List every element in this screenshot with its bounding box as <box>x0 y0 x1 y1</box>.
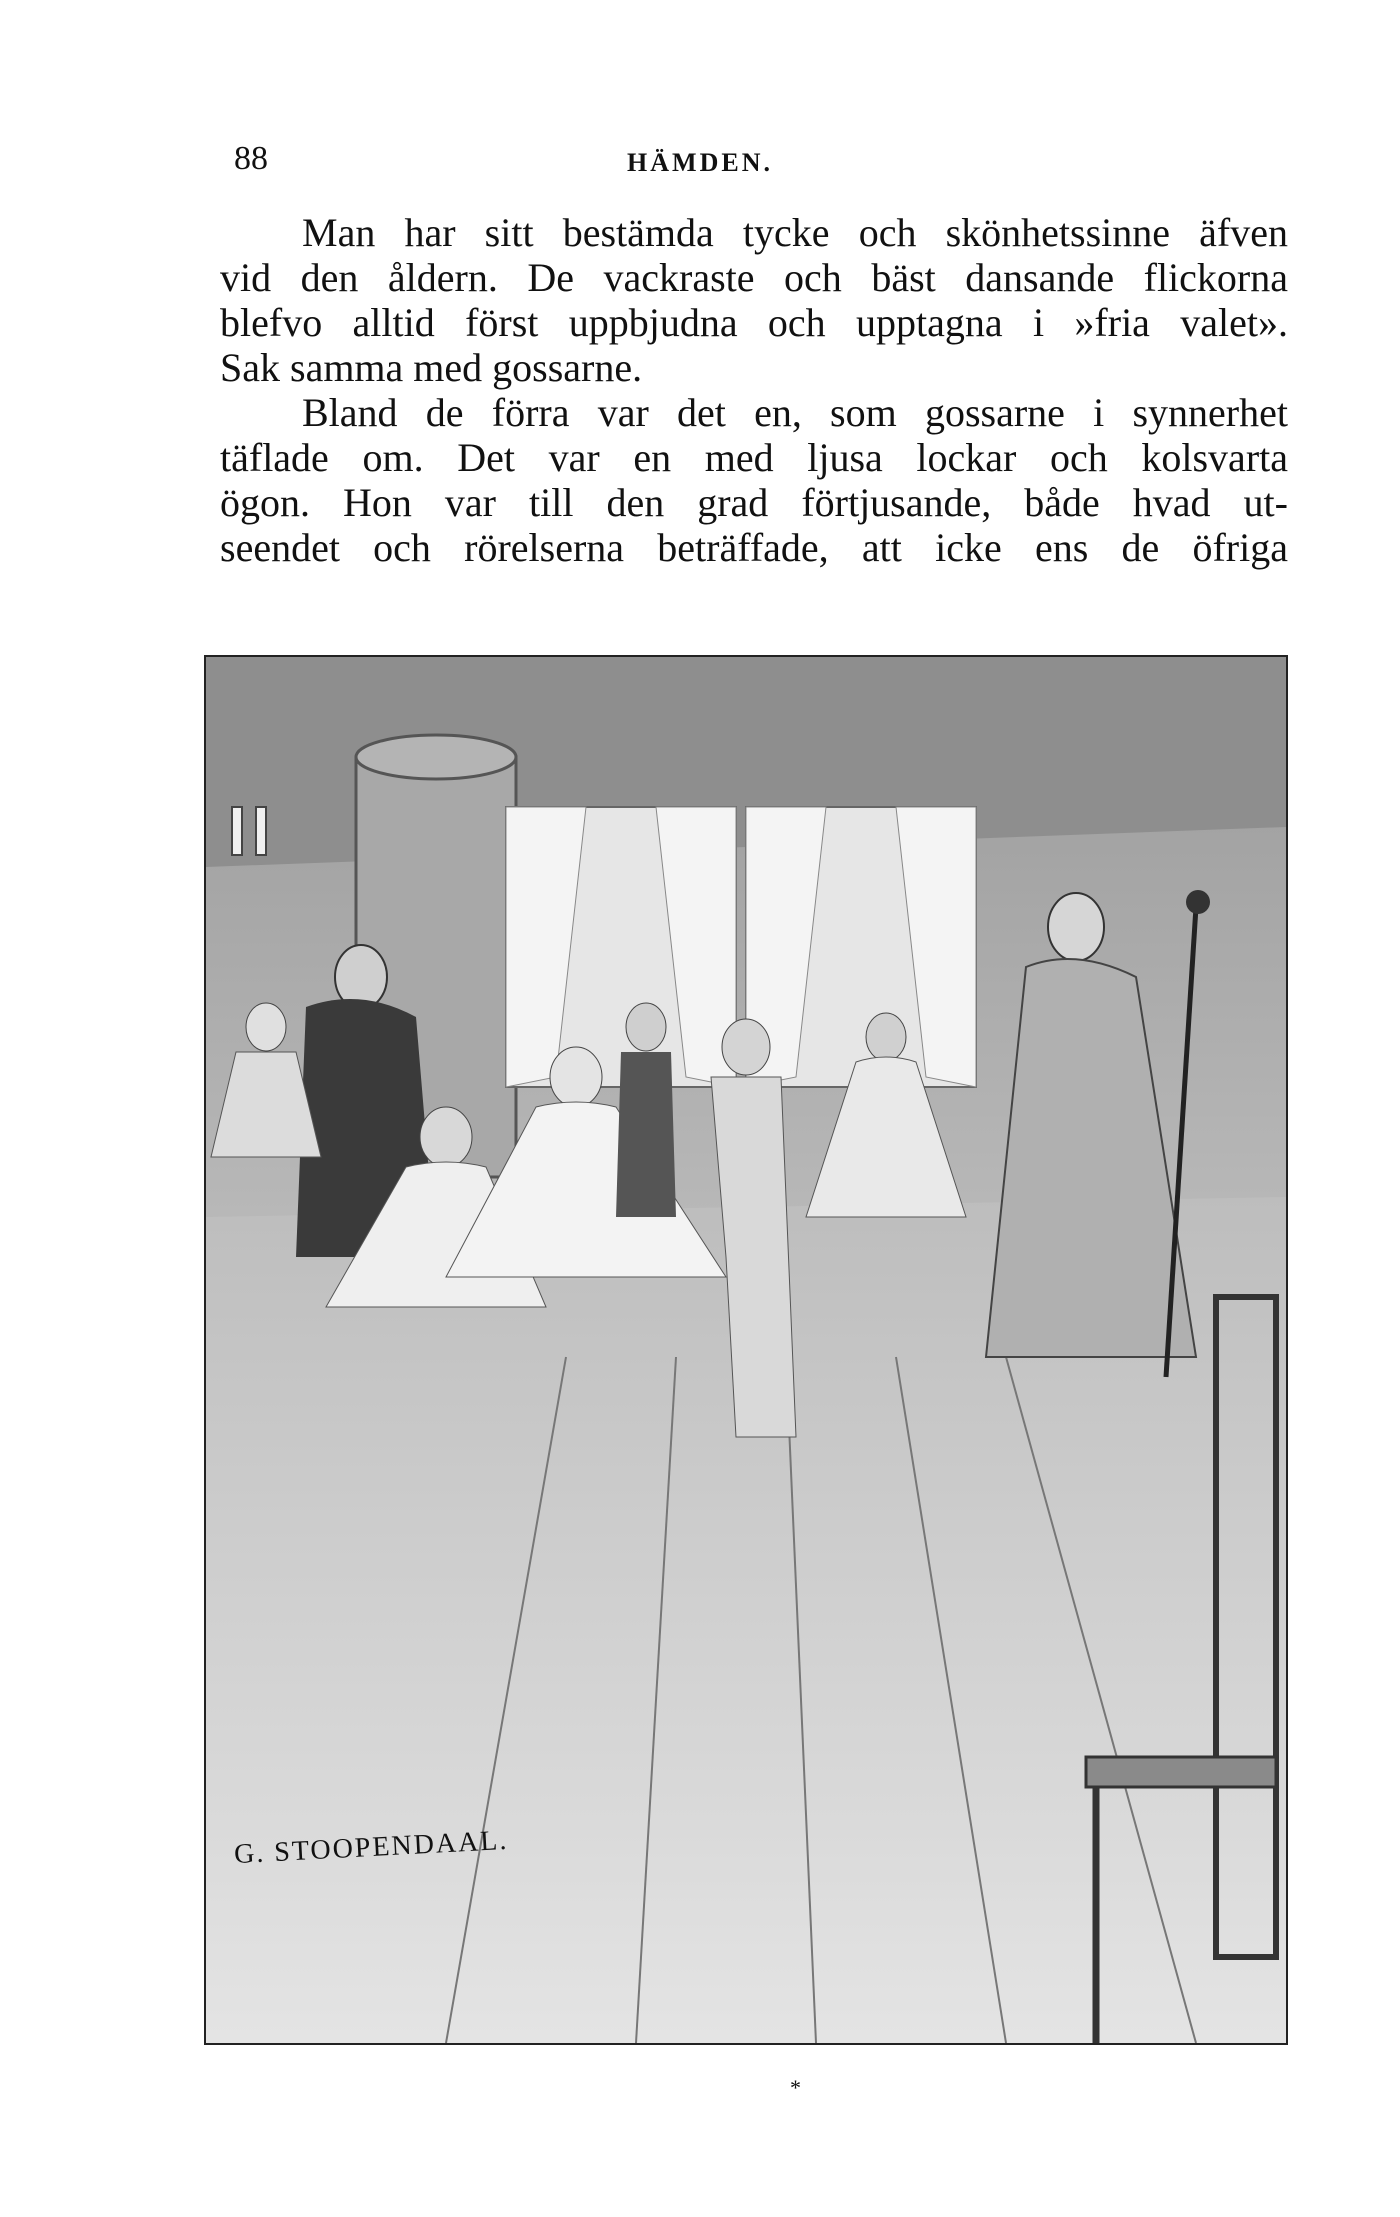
body-text <box>220 210 1288 570</box>
text-line: blefvo alltid först uppbjudna och upptagna i »fria valet». <box>220 300 1288 345</box>
footer-mark: * <box>790 2075 801 2100</box>
page-number: 88 <box>234 140 268 177</box>
dance-illustration <box>204 655 1288 2045</box>
text-line: Sak samma med gossarne. <box>220 345 643 390</box>
text-line: ögon. Hon var till den grad förtjusande, både hvad ut- <box>220 480 1288 525</box>
stove-top <box>356 735 516 779</box>
text-line: vid den åldern. De vackraste och bäst dansande flickorna <box>220 255 1288 300</box>
running-head: HÄMDEN. <box>627 148 773 177</box>
text-line: Man har sitt bestämda tycke och skönhetssinne äfven <box>302 210 1288 255</box>
text-line: seendet och rörelserna beträffade, att icke ens de öfriga <box>220 525 1288 570</box>
text-line: täflade om. Det var en med ljusa lockar och kolsvarta <box>220 435 1288 480</box>
text-line: Bland de förra var det en, som gossarne i synnerhet <box>302 390 1288 435</box>
artist-signature: G. STOOPENDAAL. <box>233 1824 510 1871</box>
